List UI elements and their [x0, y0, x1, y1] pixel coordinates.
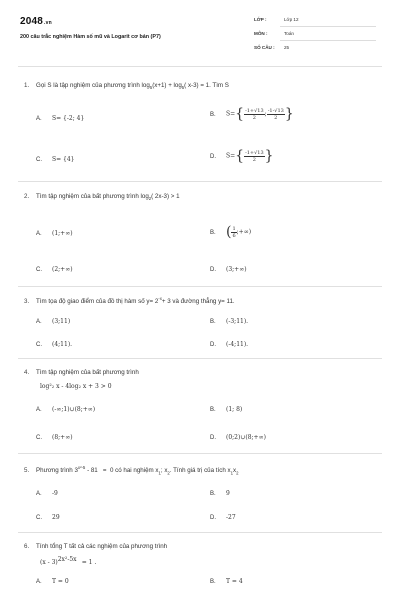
- meta-count-value: 25: [284, 45, 290, 50]
- option-d[interactable]: D. (0;2)∪(8;+∞): [210, 434, 266, 441]
- question-number: 5.: [24, 467, 30, 475]
- meta-subject-label: MÔN :: [254, 31, 268, 36]
- question-expression: (x - 3)$^{2x^2-5x}$ = 1 .: [40, 556, 97, 567]
- divider: [18, 66, 382, 67]
- divider: [18, 358, 382, 359]
- option-b[interactable]: B. ( $\frac{1}{6}$ ;+∞): [210, 224, 252, 240]
- option-c[interactable]: C. (4;11).: [36, 341, 73, 348]
- option-b[interactable]: B. T = 4: [210, 578, 243, 585]
- page-title: 200 câu trắc nghiệm Hàm số mũ và Logarit cơ bản (P7): [20, 34, 161, 40]
- divider: [280, 26, 376, 27]
- question-expression: log²₂ x - 4log₂ x + 3 > 0: [40, 383, 112, 390]
- question-3: [24, 296, 235, 305]
- divider: [18, 453, 382, 454]
- question-text: Tìm tọa độ giao điểm của đồ thị hàm số $y= 2^{-x}+ 3$ và đường thẳng y= 11.: [36, 296, 235, 306]
- divider: [280, 40, 376, 41]
- option-a[interactable]: A. -9: [36, 490, 58, 497]
- option-c[interactable]: C. 29: [36, 514, 60, 521]
- option-b[interactable]: B. (-3;11).: [210, 318, 249, 325]
- page-header: [0, 0, 400, 64]
- meta-class-label: LỚP :: [254, 17, 267, 22]
- question-number: 4.: [24, 369, 30, 376]
- option-a[interactable]: A. S= {-2; 4}: [36, 115, 85, 122]
- option-a[interactable]: A. (-∞;1)∪(8;+∞): [36, 406, 96, 413]
- question-text: Tìm tập nghiệm của bất phương trình $\log_2$( 2x-3) > 1: [36, 193, 180, 202]
- question-text: Gọi S là tập nghiệm của phương trình $\log_5(x+1) + \log_5$( x-3) = 1. Tìm S: [36, 82, 229, 91]
- option-a[interactable]: A. T = 0: [36, 578, 69, 585]
- divider: [18, 532, 382, 533]
- logo-suffix: .vn: [44, 20, 52, 26]
- option-c[interactable]: C. S= {4}: [36, 156, 75, 163]
- question-6: [24, 543, 167, 550]
- meta-subject: [254, 31, 294, 36]
- meta-count: [254, 45, 289, 50]
- question-5: [24, 465, 238, 475]
- logo-text: 2048: [20, 16, 44, 27]
- option-a[interactable]: A. (3;11): [36, 318, 71, 325]
- meta-class-value: Lớp 12: [284, 17, 299, 22]
- option-b[interactable]: B. S={ $\frac{-1+√13}{2}$ ; $\frac{-1-√13}{2}$ }: [210, 106, 294, 122]
- divider: [18, 286, 382, 287]
- meta-class: [254, 17, 299, 22]
- question-number: 6.: [24, 543, 30, 550]
- question-text: Tính tổng T tất cả các nghiệm của phương trình: [36, 543, 168, 550]
- question-4: [24, 369, 139, 376]
- question-1: [24, 82, 229, 90]
- option-b[interactable]: B. 9: [210, 490, 230, 497]
- option-a[interactable]: A. (1;+∞): [36, 230, 73, 237]
- question-number: 2.: [24, 193, 30, 200]
- option-d[interactable]: D. S={ $\frac{-1+√13}{2}$ }: [210, 148, 274, 164]
- option-c[interactable]: C. (2;+∞): [36, 266, 73, 273]
- option-d[interactable]: D. (3;+∞): [210, 266, 247, 273]
- question-text: Phương trình $3^{x^2-5} - 81$ = 0 có hai nghiệm $x_1$; $x_2$. Tính giá trị của tích $x_1x_2$: [36, 465, 239, 476]
- question-text: Tìm tập nghiệm của bất phương trình: [36, 369, 139, 376]
- question-2: [24, 193, 180, 201]
- divider: [18, 181, 382, 182]
- option-d[interactable]: D. -27: [210, 514, 236, 521]
- question-number: 1.: [24, 82, 30, 89]
- meta-subject-value: Toán: [284, 31, 294, 36]
- option-b[interactable]: B. (1; 8): [210, 406, 243, 413]
- site-logo[interactable]: [20, 16, 52, 27]
- question-number: 3.: [24, 298, 30, 306]
- option-d[interactable]: D. (-4;11).: [210, 341, 249, 348]
- meta-count-label: SỐ CÂU :: [254, 45, 275, 50]
- option-c[interactable]: C. (8;+∞): [36, 434, 73, 441]
